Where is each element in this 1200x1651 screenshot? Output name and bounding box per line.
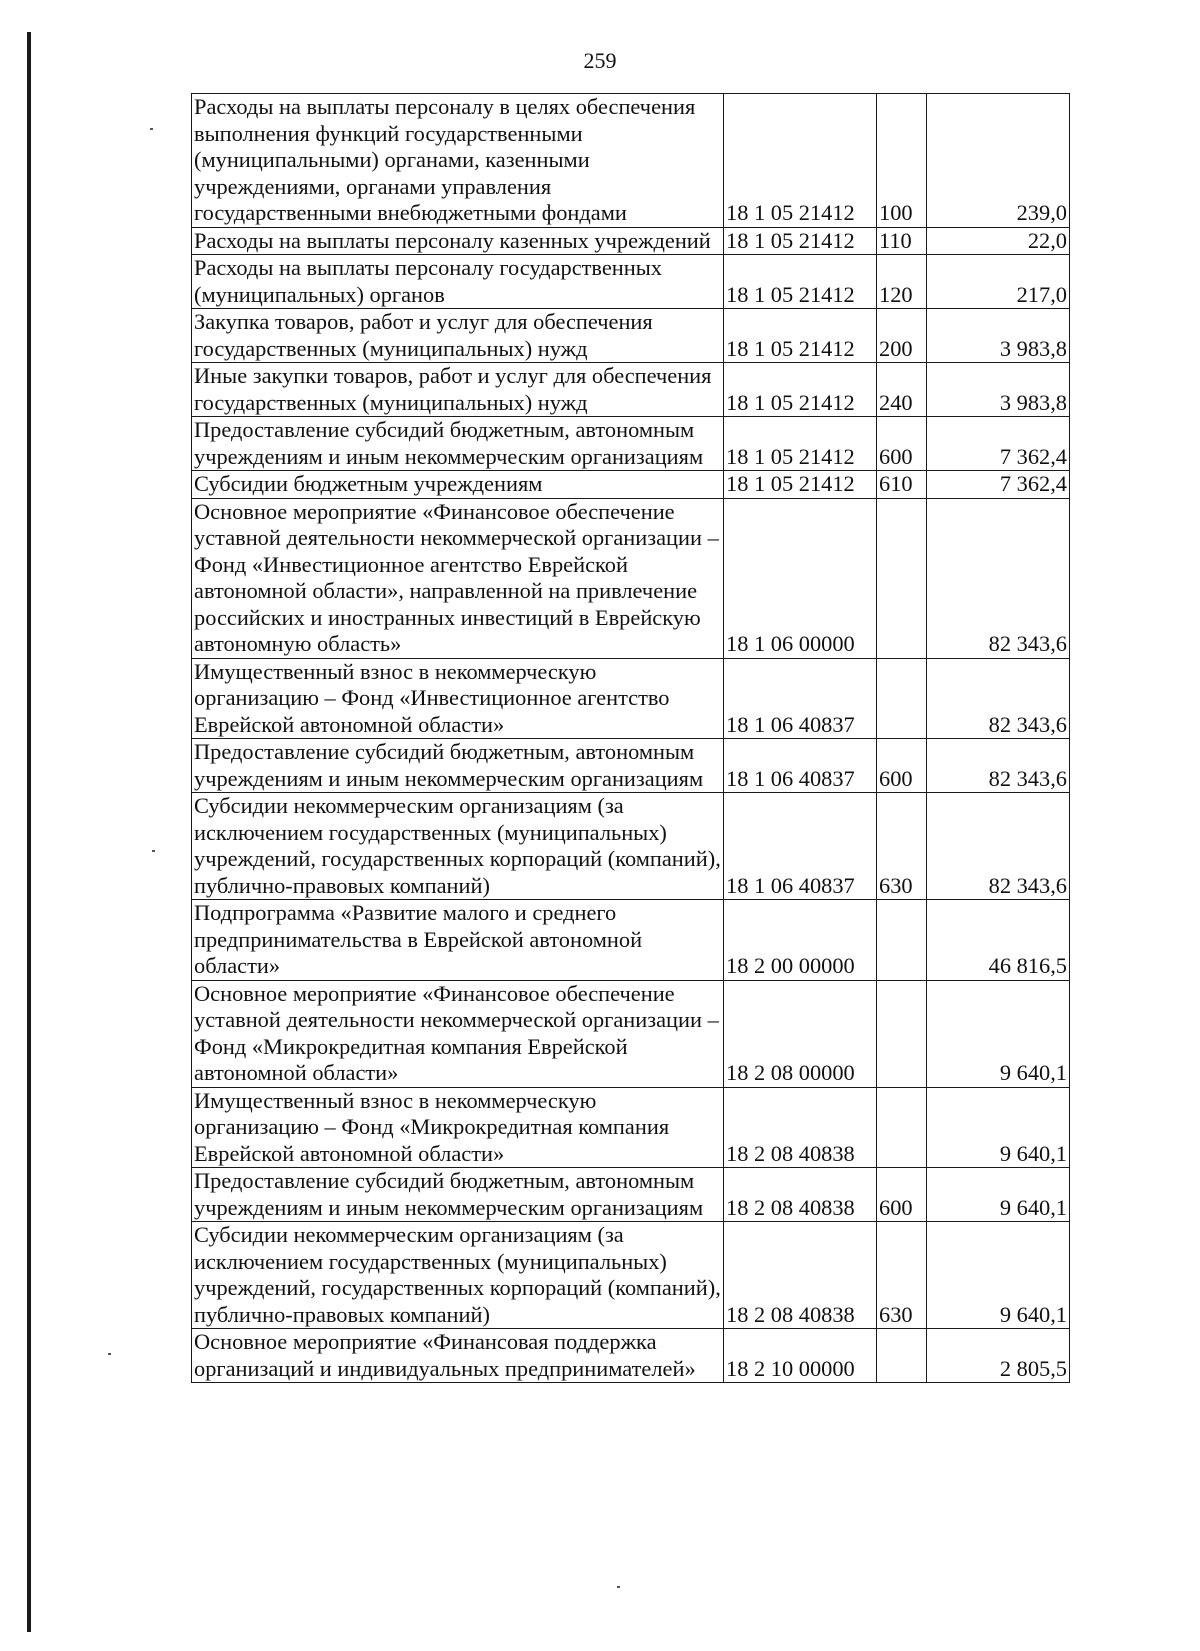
row-amount-cell: 9 640,1	[927, 1222, 1070, 1329]
scan-speck	[150, 128, 153, 130]
row-amount-cell: 9 640,1	[927, 980, 1070, 1087]
row-code-cell: 18 1 05 21412	[724, 417, 877, 471]
table-row	[192, 1168, 1070, 1222]
row-name-cell: Подпрограмма «Развитие малого и среднего предпринимательства в Еврейской автономной области»	[192, 900, 724, 981]
table-row	[192, 793, 1070, 900]
row-amount-cell: 82 343,6	[927, 793, 1070, 900]
scan-speck	[152, 850, 155, 852]
row-name-cell: Расходы на выплаты персоналу государственных (муниципальных) органов	[192, 255, 724, 309]
row-amount-cell: 82 343,6	[927, 498, 1070, 658]
row-code-cell: 18 1 05 21412	[724, 227, 877, 255]
table-row	[192, 471, 1070, 499]
row-vr-cell: 240	[877, 363, 927, 417]
row-name-cell: Основное мероприятие «Финансовое обеспечение уставной деятельности некоммерческой организации – Фонд «Микрокредитная компания Еврейской автономной области»	[192, 980, 724, 1087]
row-name-cell: Предоставление субсидий бюджетным, автономным учреждениям и иным некоммерческим организациям	[192, 417, 724, 471]
table-row	[192, 94, 1070, 228]
table-row	[192, 309, 1070, 363]
table-row	[192, 900, 1070, 981]
table-row	[192, 498, 1070, 658]
row-code-cell: 18 1 06 00000	[724, 498, 877, 658]
row-name-cell: Расходы на выплаты персоналу казенных учреждений	[192, 227, 724, 255]
row-amount-cell: 7 362,4	[927, 417, 1070, 471]
row-amount-cell: 9 640,1	[927, 1168, 1070, 1222]
row-code-cell: 18 1 06 40837	[724, 739, 877, 793]
row-code-cell: 18 1 05 21412	[724, 255, 877, 309]
row-code-cell: 18 1 06 40837	[724, 793, 877, 900]
row-vr-cell: 630	[877, 1222, 927, 1329]
table-row	[192, 739, 1070, 793]
row-vr-cell: 600	[877, 417, 927, 471]
row-vr-cell	[877, 658, 927, 739]
row-vr-cell: 100	[877, 94, 927, 228]
row-vr-cell	[877, 1087, 927, 1168]
row-name-cell: Иные закупки товаров, работ и услуг для обеспечения государственных (муниципальных) нужд	[192, 363, 724, 417]
row-amount-cell: 46 816,5	[927, 900, 1070, 981]
row-amount-cell: 82 343,6	[927, 739, 1070, 793]
row-name-cell: Субсидии некоммерческим организациям (за исключением государственных (муниципальных) учреждений, государственных корпораций (компаний), публично-правовых компаний)	[192, 793, 724, 900]
row-vr-cell: 120	[877, 255, 927, 309]
row-name-cell: Имущественный взнос в некоммерческую организацию – Фонд «Инвестиционное агентство Еврейской автономной области»	[192, 658, 724, 739]
row-amount-cell: 217,0	[927, 255, 1070, 309]
table-row	[192, 980, 1070, 1087]
row-code-cell: 18 2 08 00000	[724, 980, 877, 1087]
table-row	[192, 1222, 1070, 1329]
row-name-cell: Расходы на выплаты персоналу в целях обеспечения выполнения функций государственными (муниципальными) органами, казенными учреждениями, органами управления государственными внебюджетными фондами	[192, 94, 724, 228]
row-amount-cell: 9 640,1	[927, 1087, 1070, 1168]
table-row	[192, 255, 1070, 309]
row-code-cell: 18 1 05 21412	[724, 363, 877, 417]
budget-table	[191, 93, 1070, 1383]
row-vr-cell	[877, 1329, 927, 1383]
row-amount-cell: 3 983,8	[927, 363, 1070, 417]
page-number: 259	[583, 48, 617, 73]
table-row	[192, 1329, 1070, 1383]
row-vr-cell: 630	[877, 793, 927, 900]
row-code-cell: 18 1 06 40837	[724, 658, 877, 739]
row-code-cell: 18 1 05 21412	[724, 309, 877, 363]
table-row	[192, 417, 1070, 471]
budget-table-container	[191, 93, 1069, 1383]
row-vr-cell: 600	[877, 739, 927, 793]
row-amount-cell: 3 983,8	[927, 309, 1070, 363]
row-name-cell: Закупка товаров, работ и услуг для обеспечения государственных (муниципальных) нужд	[192, 309, 724, 363]
row-vr-cell: 610	[877, 471, 927, 499]
row-vr-cell: 110	[877, 227, 927, 255]
row-amount-cell: 2 805,5	[927, 1329, 1070, 1383]
row-code-cell: 18 2 08 40838	[724, 1222, 877, 1329]
row-vr-cell: 600	[877, 1168, 927, 1222]
row-name-cell: Основное мероприятие «Финансовое обеспечение уставной деятельности некоммерческой организации – Фонд «Инвестиционное агентство Еврейской автономной области», направленной на привлечение российских и иностранных инвестиций в Еврейскую автономную область»	[192, 498, 724, 658]
binding-edge-line	[27, 32, 31, 1632]
row-name-cell: Предоставление субсидий бюджетным, автономным учреждениям и иным некоммерческим организациям	[192, 1168, 724, 1222]
table-row	[192, 658, 1070, 739]
row-amount-cell: 82 343,6	[927, 658, 1070, 739]
table-row	[192, 363, 1070, 417]
row-name-cell: Субсидии некоммерческим организациям (за исключением государственных (муниципальных) учреждений, государственных корпораций (компаний), публично-правовых компаний)	[192, 1222, 724, 1329]
row-vr-cell	[877, 980, 927, 1087]
row-amount-cell: 239,0	[927, 94, 1070, 228]
row-name-cell: Основное мероприятие «Финансовая поддержка организаций и индивидуальных предпринимателей»	[192, 1329, 724, 1383]
row-code-cell: 18 1 05 21412	[724, 94, 877, 228]
row-code-cell: 18 1 05 21412	[724, 471, 877, 499]
row-amount-cell: 7 362,4	[927, 471, 1070, 499]
row-name-cell: Субсидии бюджетным учреждениям	[192, 471, 724, 499]
row-vr-cell	[877, 900, 927, 981]
row-code-cell: 18 2 08 40838	[724, 1168, 877, 1222]
row-code-cell: 18 2 00 00000	[724, 900, 877, 981]
scan-speck	[617, 1586, 620, 1588]
row-name-cell: Предоставление субсидий бюджетным, автономным учреждениям и иным некоммерческим организациям	[192, 739, 724, 793]
row-vr-cell: 200	[877, 309, 927, 363]
row-code-cell: 18 2 08 40838	[724, 1087, 877, 1168]
table-row	[192, 1087, 1070, 1168]
row-vr-cell	[877, 498, 927, 658]
table-row	[192, 227, 1070, 255]
row-amount-cell: 22,0	[927, 227, 1070, 255]
scan-speck	[108, 1353, 111, 1355]
row-code-cell: 18 2 10 00000	[724, 1329, 877, 1383]
row-name-cell: Имущественный взнос в некоммерческую организацию – Фонд «Микрокредитная компания Еврейской автономной области»	[192, 1087, 724, 1168]
